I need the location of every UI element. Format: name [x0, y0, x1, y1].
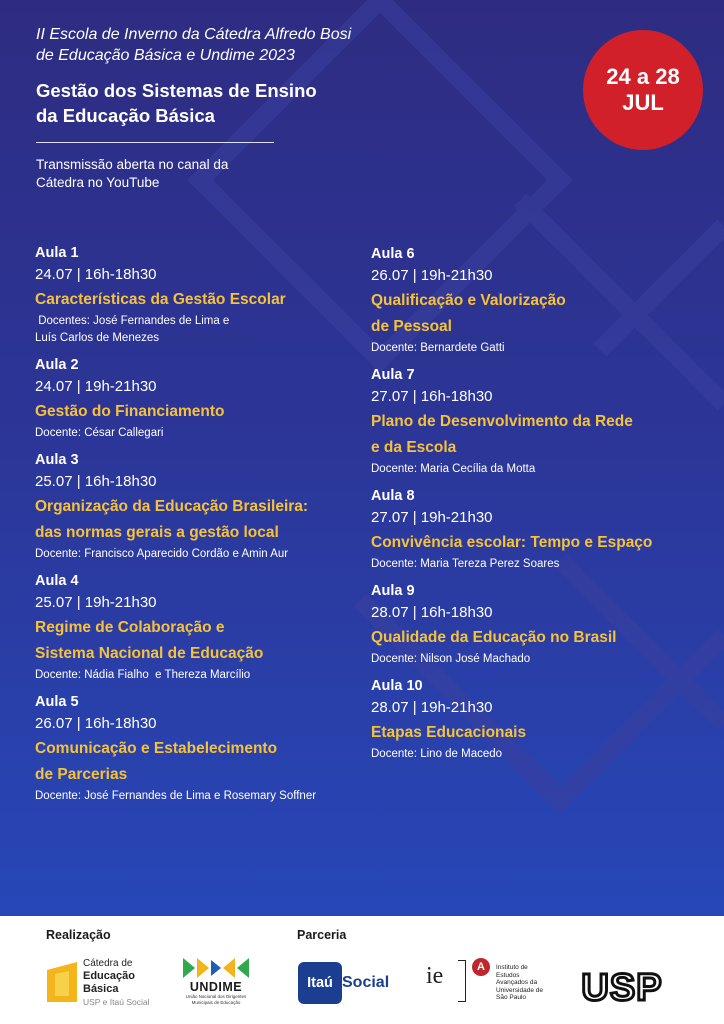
lesson-teacher: Docente: Nádia Fialho e Thereza Marcílio [35, 669, 251, 681]
lesson-teacher: Docente: Maria Cecília da Motta [371, 463, 536, 475]
lesson-title: das normas gerais a gestão local [35, 524, 279, 541]
lesson-time: 26.07 | 16h-18h30 [35, 715, 157, 732]
lesson-teacher: Docente: Lino de Macedo [371, 748, 503, 760]
course-title: Gestão dos Sistemas de Ensino da Educação Básica [36, 80, 317, 126]
iea-text-line: Avançados da [496, 979, 538, 986]
itau-box: Itaú [298, 962, 342, 1004]
lesson-time: 28.07 | 16h-18h30 [371, 604, 493, 621]
lesson-number: Aula 9 [371, 583, 415, 599]
school-name: II Escola de Inverno da Cátedra Alfredo Bosi de Educação Básica e Undime 2023 [36, 26, 352, 64]
realizacao-label: Realização [46, 928, 111, 942]
lesson-teacher: Docente: Francisco Aparecido Cordão e Amin Aur [35, 548, 289, 560]
usp-wordmark: USP [581, 967, 663, 1006]
lesson-number: Aula 8 [371, 488, 415, 504]
lesson-time: 24.07 | 16h-18h30 [35, 266, 157, 283]
lesson-teacher: Docente: Nilson José Machado [371, 653, 531, 665]
lesson-number: Aula 4 [35, 573, 79, 589]
lessons-column-left [35, 244, 365, 814]
catedra-text: Cátedra de Educação Básica USP e Itaú Social [83, 958, 150, 1007]
catedra-logo [47, 956, 167, 1010]
lesson-time: 27.07 | 16h-18h30 [371, 388, 493, 405]
lesson-item [35, 244, 365, 347]
lesson-teacher: Docente: José Fernandes de Lima e Rosemary Soffner [35, 790, 317, 802]
parceria-label: Parceria [297, 928, 347, 942]
lesson-item [35, 693, 365, 805]
lesson-title: Regime de Colaboração e [35, 619, 225, 636]
lesson-teacher: Docente: Maria Tereza Perez Soares [371, 558, 560, 570]
lesson-time: 26.07 | 19h-21h30 [371, 267, 493, 284]
lesson-time: 28.07 | 19h-21h30 [371, 699, 493, 716]
header-divider [36, 142, 274, 143]
lesson-title: Características da Gestão Escolar [35, 291, 286, 308]
iea-institute-name [496, 964, 558, 1002]
lesson-time: 25.07 | 19h-21h30 [35, 594, 157, 611]
lesson-teacher: Luís Carlos de Menezes [35, 332, 160, 344]
lesson-time: 24.07 | 19h-21h30 [35, 378, 157, 395]
lesson-number: Aula 6 [371, 246, 415, 262]
lesson-number: Aula 1 [35, 245, 79, 261]
lesson-item [371, 487, 701, 573]
lesson-number: Aula 7 [371, 367, 415, 383]
lesson-title: Organização da Educação Brasileira: [35, 498, 309, 515]
lesson-item [371, 582, 701, 668]
lesson-title: Etapas Educacionais [371, 724, 527, 741]
lesson-title: Convivência escolar: Tempo e Espaço [371, 534, 653, 551]
lesson-title: de Pessoal [371, 318, 452, 335]
lesson-title: Comunicação e Estabelecimento [35, 740, 278, 757]
lesson-title: Qualidade da Educação no Brasil [371, 629, 617, 646]
lesson-title: e da Escola [371, 439, 457, 456]
lesson-number: Aula 5 [35, 694, 79, 710]
lesson-item [371, 366, 701, 478]
lesson-item [35, 572, 365, 684]
iea-bracket-icon [458, 960, 466, 1002]
iea-text-line: Estudos [496, 971, 520, 979]
undime-mark-icon [181, 956, 251, 980]
lesson-title: de Parcerias [35, 766, 128, 783]
lesson-title: Gestão do Financiamento [35, 403, 225, 420]
lesson-item [35, 356, 365, 442]
lesson-time: 25.07 | 16h-18h30 [35, 473, 157, 490]
lesson-teacher: Docente: César Callegari [35, 427, 164, 439]
catedra-mark-icon [47, 962, 77, 1002]
lesson-number: Aula 2 [35, 357, 79, 373]
iea-text-line: Instituto de [496, 964, 528, 971]
lesson-title: Plano de Desenvolvimento da Rede [371, 413, 633, 430]
lesson-number: Aula 10 [371, 678, 423, 694]
iea-text-line: Universidade de [496, 986, 543, 994]
lesson-item [371, 677, 701, 763]
lesson-teacher: Docente: Bernardete Gatti [371, 342, 505, 354]
lesson-item [35, 451, 365, 563]
lessons-column-right [371, 245, 701, 772]
itau-social-logo [298, 962, 398, 1004]
usp-logo [576, 964, 668, 1006]
stream-info: Transmissão aberta no canal da Cátedra no YouTube [36, 157, 229, 190]
lesson-number: Aula 3 [35, 452, 79, 468]
iea-letter: A [472, 958, 490, 976]
itau-word: Social [342, 974, 390, 991]
lesson-time: 27.07 | 19h-21h30 [371, 509, 493, 526]
iea-logo: ie A Instituto de Estudos Avançados da Universidade de São Paulo [426, 958, 556, 1008]
lesson-title: Sistema Nacional de Educação [35, 645, 264, 662]
iea-text-line: São Paulo [496, 994, 526, 1001]
footer [0, 916, 724, 1024]
date-badge: 24 a 28 JUL [583, 30, 703, 150]
undime-logo: UNDIME União Nacional dos Dirigentes Municipais de Educação [180, 956, 252, 1012]
lesson-title: Qualificação e Valorização [371, 292, 566, 309]
lesson-teacher: Docentes: José Fernandes de Lima e [35, 315, 230, 327]
lesson-item [371, 245, 701, 357]
